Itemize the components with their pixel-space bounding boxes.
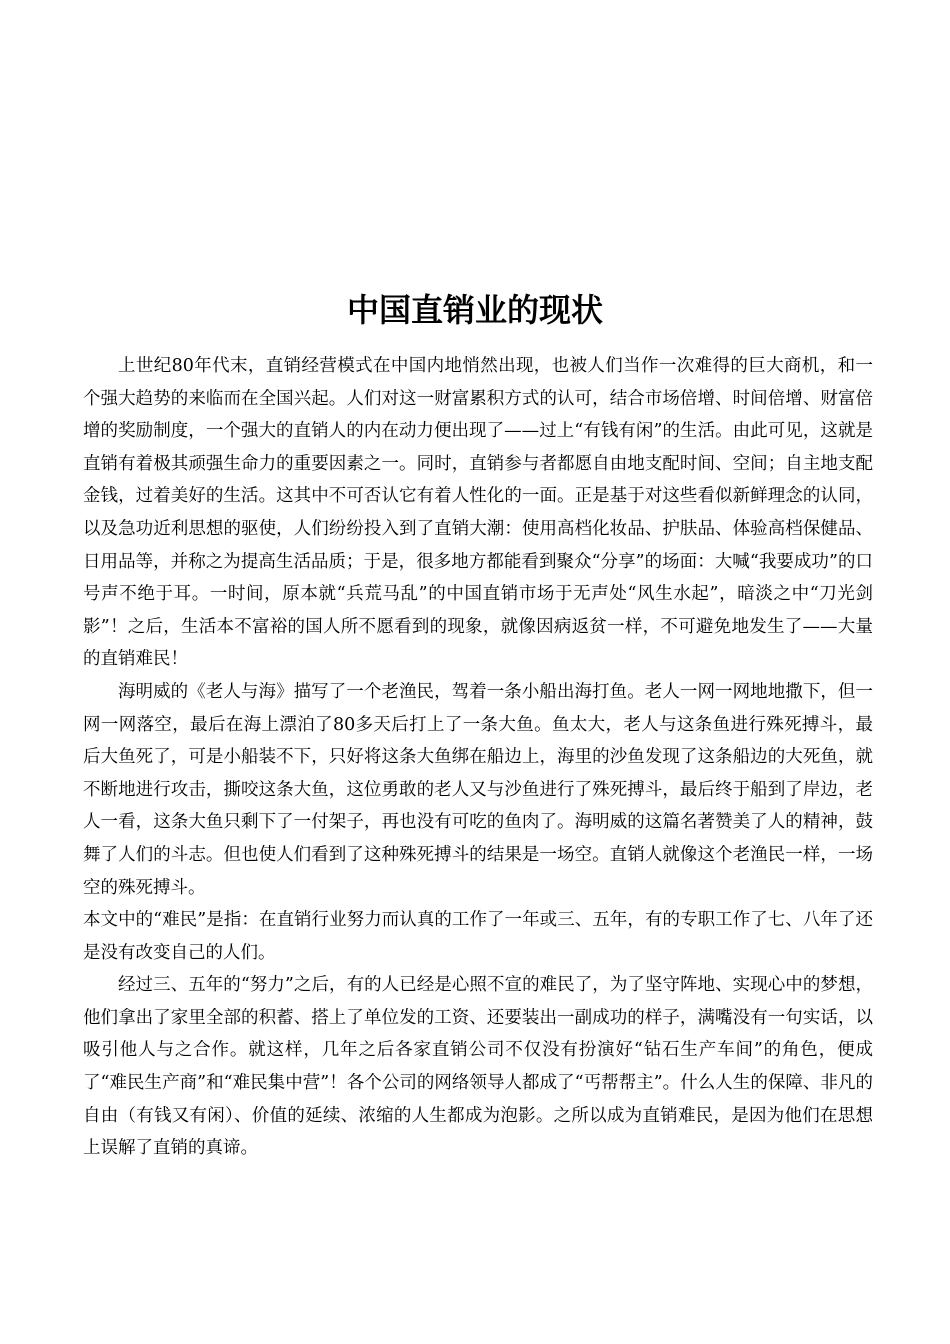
paragraph-refugee-definition: 本文中的“难民”是指：在直销行业努力而认真的工作了一年或三、五年，有的专职工作了七、八年了还是没有改变自己的人们。 [83,910,873,963]
paragraph-old-man-and-sea: 海明威的《老人与海》描写了一个老渔民，驾着一条小船出海打鱼。老人一网一网地地撒下，但一网一网落空，最后在海上漂泊了80多天后打上了一条大鱼。鱼太大，老人与这条鱼进行殊死搏斗，最后大鱼死了，可是小船装不下，只好将这条大鱼绑在船边上，海里的沙鱼发现了这条船边的大死鱼，就不断地进行攻击，撕咬这条大鱼，这位勇敢的老人又与沙鱼进行了殊死搏斗，最后终于船到了岸边，老人一看，这条大鱼只剩下了一付架子，再也没有可吃的鱼肉了。海明威的这篇名著赞美了人的精神，鼓舞了人们的斗志。但也使人们看到了这种殊死搏斗的结果是一场空。直销人就像这个老渔民一样，一场空的殊死搏斗。 [83,681,873,898]
document-title: 中国直销业的现状 [346,291,603,329]
document-body [83,350,873,1165]
paragraph-intro: 上世纪80年代末，直销经营模式在中国内地悄然出现，也被人们当作一次难得的巨大商机，和一个强大趋势的来临而在全国兴起。人们对这一财富累积方式的认可，结合市场倍增、时间倍增、财富倍增的奖励制度，一个强大的直销人的内在动力便出现了——过上“有钱有闲”的生活。由此可见，这就是直销有着极其顽强生命力的重要因素之一。同时，直销参与者都愿自由地支配时间、空间；自主地支配金钱，过着美好的生活。这其中不可否认它有着人性化的一面。正是基于对这些看似新鲜理念的认同，以及急功近利思想的驱使，人们纷纷投入到了直销大潮：使用高档化妆品、护肤品、体验高档保健品、日用品等，并称之为提高生活品质；于是，很多地方都能看到聚众“分享”的场面：大喊“我要成功”的口号声不绝于耳。一时间，原本就“兵荒马乱”的中国直销市场于无声处“风生水起”，暗淡之中“刀光剑影”！之后，生活本不富裕的国人所不愿看到的现象，就像因病返贫一样，不可避免地发生了——大量的直销难民！ [83,356,873,670]
paragraph-conclusion: 经过三、五年的“努力”之后，有的人已经是心照不宣的难民了，为了坚守阵地、实现心中的梦想，他们拿出了家里全部的积蓄、搭上了单位发的工资、还要装出一副成功的样子，满嘴没有一句实话，以吸引他人与之合作。就这样，几年之后各家直销公司不仅没有扮演好“钻石生产车间”的角色，便成了“难民生产商”和“难民集中营”！各个公司的网络领导人都成了“丐帮帮主”。什么人生的保障、非凡的自由（有钱又有闲）、价值的延续、浓缩的人生都成为泡影。之所以成为直销难民，是因为他们在思想上误解了直销的真谛。 [83,975,873,1159]
